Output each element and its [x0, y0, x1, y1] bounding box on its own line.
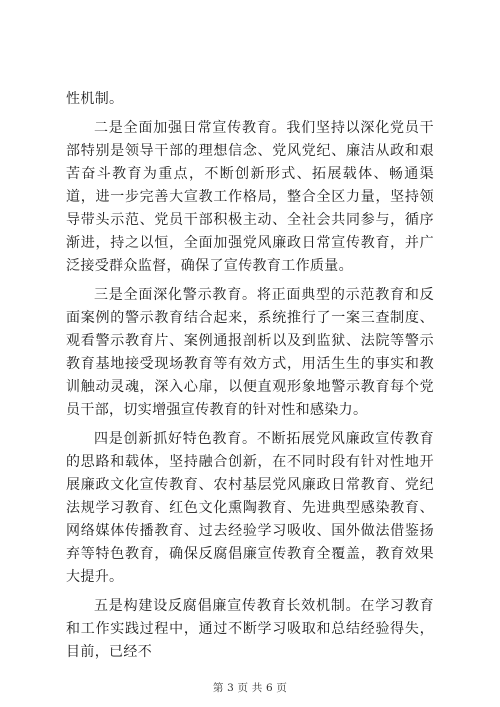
paragraph-warning-education: 三是全面深化警示教育。将正面典型的示范教育和反面案例的警示教育结合起来，系统推行了一案三查制度、观看警示教育片、案例通报剖析以及到监狱、法院等警示教育基地接受现场教育等有效方式，用活生生的事实和教训触动灵魂，深入心扉，以便直观形象地警示教育每个党员干部，切实增强宣传教育的针对性和感染力。	[66, 287, 434, 418]
paragraph-daily-education: 二是全面加强日常宣传教育。我们坚持以深化党员干部特别是领导干部的理想信念、党风党纪、廉洁从政和艰苦奋斗教育为重点，不断创新形式、拓展载体、畅通渠道，进一步完善大宣教工作格局，整合全区力量，坚持领导带头示范、党员干部积极主动、全社会共同参与，循序渐进，持之以恒，全面加强党风廉政日常宣传教育，并广泛接受群众监督，确保了宣传教育工作质量。	[66, 120, 434, 274]
page-footer: 第 3 页 共 6 页	[212, 682, 288, 694]
paragraph-special-education: 四是创新抓好特色教育。不断拓展党风廉政宣传教育的思路和载体，坚持融合创新，在不同时段有针对性地开展廉政文化宣传教育、农村基层党风廉政日常教育、党纪法规学习教育、红色文化熏陶教育、先进典型感染教育、网络媒体传播教育、过去经验学习吸收、国外做法借鉴扬弃等特色教育，确保反腐倡廉宣传教育全覆盖，教育效果大提升。	[66, 431, 434, 585]
document-body	[66, 88, 434, 670]
paragraph-continuation: 性机制。	[66, 91, 124, 107]
paragraph-long-term-mechanism: 五是构建设反腐倡廉宣传教育长效机制。在学习教育和工作实践过程中，通过不断学习吸取和总结经验得失，目前，已经不	[66, 598, 434, 660]
